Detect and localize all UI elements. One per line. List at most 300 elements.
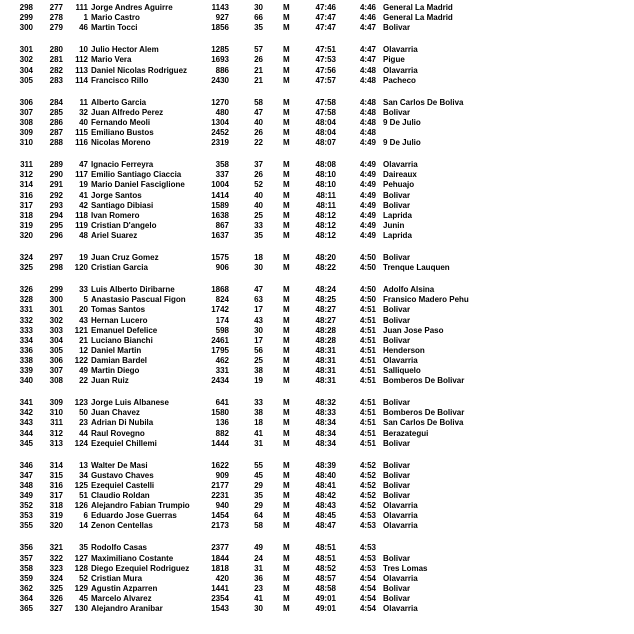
position-cell: 310 (19, 138, 33, 148)
bib-cell: 927 (215, 13, 229, 23)
age-cell: 40 (254, 190, 263, 200)
runner-name-cell: Claudio Roldan (91, 491, 150, 500)
runner-name-cell: Juan Ruiz (91, 376, 129, 386)
sex-cell: M (283, 355, 290, 365)
pace-cell: 4:54 (359, 604, 376, 613)
sex-cell: M (283, 65, 290, 75)
number-cell: 115 (75, 128, 88, 137)
sex-cell: M (283, 480, 290, 490)
pace-cell: 4:49 (359, 230, 376, 240)
pace-cell: 4:54 (359, 593, 376, 603)
number-cell: 40 (79, 117, 88, 127)
number-cell: 11 (79, 97, 88, 107)
position-cell: 364 (19, 593, 33, 603)
time-cell: 48:08 (315, 160, 336, 170)
position-cell: 347 (19, 470, 33, 480)
age-cell: 64 (254, 511, 263, 521)
time-cell: 48:27 (315, 305, 336, 315)
result-row (0, 253, 634, 263)
runner-name-cell: Juan Chavez (91, 408, 140, 418)
result-row (0, 326, 634, 336)
pace-cell: 4:52 (359, 460, 376, 470)
category-position-cell: 293 (49, 200, 63, 210)
sex-cell: M (283, 180, 290, 190)
number-cell: 48 (79, 230, 88, 240)
number-cell: 112 (75, 55, 88, 65)
position-cell: 338 (19, 355, 33, 365)
result-row (0, 138, 634, 148)
number-cell: 21 (79, 335, 88, 345)
time-cell: 48:51 (315, 553, 336, 563)
result-row (0, 285, 634, 295)
category-position-cell: 280 (49, 45, 63, 55)
bib-cell: 1444 (211, 438, 229, 448)
number-cell: 34 (79, 470, 88, 480)
time-cell: 48:04 (315, 128, 336, 137)
age-cell: 33 (254, 220, 263, 230)
bib-cell: 940 (215, 501, 229, 511)
bib-cell: 1795 (211, 345, 229, 355)
sex-cell: M (283, 170, 290, 180)
bib-cell: 2430 (211, 75, 229, 85)
runner-name-cell: Mario Castro (91, 13, 140, 23)
time-cell: 47:46 (315, 3, 336, 12)
result-row (0, 356, 634, 366)
position-cell: 319 (19, 220, 33, 230)
city-cell: Henderson (383, 345, 425, 355)
number-cell: 49 (79, 366, 88, 375)
runner-name-cell: Zenon Centellas (91, 521, 153, 531)
result-row (0, 511, 634, 521)
runner-name-cell: Damian Bardel (91, 355, 148, 365)
runner-name-cell: Ezequiel Chillemi (91, 438, 157, 448)
age-cell: 21 (254, 75, 263, 85)
age-cell: 26 (254, 55, 263, 65)
sex-cell: M (283, 55, 290, 65)
runner-name-cell: Jorge Luis Albanese (91, 398, 169, 408)
pace-cell: 4:53 (359, 553, 376, 563)
pace-cell: 4:50 (359, 295, 376, 305)
position-cell: 332 (19, 315, 33, 325)
position-cell: 308 (19, 117, 33, 127)
result-row (0, 501, 634, 511)
city-cell: Bolivar (383, 438, 411, 448)
pace-cell: 4:52 (359, 501, 376, 511)
bib-cell: 1285 (211, 45, 229, 55)
number-cell: 44 (79, 428, 88, 438)
city-cell: Bolivar (383, 107, 411, 117)
age-cell: 57 (254, 45, 263, 55)
position-cell: 352 (19, 501, 33, 511)
sex-cell: M (283, 200, 290, 210)
time-cell: 48:57 (315, 573, 336, 583)
number-cell: 50 (79, 408, 88, 418)
city-cell: General La Madrid (383, 13, 453, 23)
age-cell: 45 (254, 470, 263, 480)
city-cell: Adolfo Alsina (383, 285, 435, 295)
runner-name-cell: Diego Ezequiel Rodriguez (91, 563, 190, 573)
age-cell: 63 (254, 295, 263, 305)
city-cell: Bolivar (383, 398, 411, 408)
result-row (0, 191, 634, 201)
pace-cell: 4:51 (359, 335, 376, 345)
time-cell: 48:07 (315, 138, 336, 148)
age-cell: 35 (254, 230, 263, 240)
city-cell: Tres Lomas (383, 563, 428, 573)
bib-cell: 1575 (211, 253, 229, 262)
runner-name-cell: Fernando Meoli (91, 117, 151, 127)
result-row (0, 366, 634, 376)
number-cell: 1 (83, 13, 88, 23)
result-row (0, 295, 634, 305)
runner-name-cell: Gustavo Chaves (91, 470, 154, 480)
age-cell: 29 (254, 480, 263, 490)
time-cell: 48:25 (315, 295, 336, 305)
bib-cell: 2354 (211, 593, 229, 603)
age-cell: 43 (254, 315, 263, 325)
age-cell: 24 (254, 553, 263, 563)
bib-cell: 174 (215, 315, 229, 325)
runner-name-cell: Anastasio Pascual Figon (91, 295, 186, 305)
pace-cell: 4:48 (359, 117, 376, 127)
time-cell: 48:28 (315, 325, 336, 335)
bib-cell: 906 (215, 263, 229, 273)
city-cell: Laprida (383, 210, 412, 220)
sex-cell: M (283, 376, 290, 386)
time-cell: 48:34 (315, 418, 336, 428)
bib-cell: 1454 (211, 511, 229, 521)
category-position-cell: 326 (49, 593, 63, 603)
category-position-cell: 291 (49, 180, 63, 190)
bib-cell: 1856 (211, 23, 229, 33)
position-cell: 298 (19, 3, 33, 12)
sex-cell: M (283, 107, 290, 117)
sex-cell: M (283, 3, 290, 12)
city-cell: 9 De Julio (383, 138, 421, 148)
category-position-cell: 290 (49, 170, 63, 180)
age-cell: 18 (254, 418, 263, 428)
time-cell: 48:51 (315, 543, 336, 553)
bib-cell: 331 (215, 366, 229, 375)
age-cell: 40 (254, 200, 263, 210)
category-position-cell: 311 (50, 418, 63, 428)
runner-name-cell: Tomas Santos (91, 305, 146, 315)
pace-cell: 4:53 (359, 511, 376, 521)
city-cell: Bolivar (383, 470, 411, 480)
city-cell: Bolivar (383, 190, 411, 200)
number-cell: 6 (83, 511, 88, 521)
age-cell: 31 (254, 438, 263, 448)
runner-name-cell: Jorge Santos (91, 190, 142, 200)
result-row (0, 398, 634, 408)
pace-cell: 4:54 (359, 573, 376, 583)
city-cell: Olavarria (383, 501, 418, 511)
sex-cell: M (283, 543, 290, 553)
result-row (0, 336, 634, 346)
time-cell: 47:58 (315, 97, 336, 107)
position-cell: 336 (19, 345, 33, 355)
city-cell: General La Madrid (383, 3, 453, 12)
sex-cell: M (283, 460, 290, 470)
pace-cell: 4:49 (359, 190, 376, 200)
age-cell: 47 (254, 285, 263, 295)
pace-cell: 4:52 (359, 480, 376, 490)
number-cell: 130 (74, 604, 88, 613)
city-cell: Pigue (383, 55, 405, 65)
position-cell: 346 (19, 460, 33, 470)
city-cell: Bolivar (383, 305, 411, 315)
sex-cell: M (283, 285, 290, 295)
bib-cell: 358 (215, 160, 229, 170)
sex-cell: M (283, 345, 290, 355)
sex-cell: M (283, 593, 290, 603)
time-cell: 48:45 (315, 511, 336, 521)
runner-name-cell: Cristian Garcia (91, 263, 148, 273)
pace-cell: 4:50 (359, 263, 376, 273)
sex-cell: M (283, 438, 290, 448)
pace-cell: 4:54 (359, 583, 376, 593)
number-cell: 33 (79, 285, 88, 295)
result-row (0, 376, 634, 386)
city-cell: Olavarria (383, 573, 418, 583)
pace-cell: 4:51 (359, 305, 376, 315)
pace-cell: 4:48 (359, 97, 376, 107)
bib-cell: 1693 (211, 55, 229, 65)
city-cell: Bolivar (383, 315, 411, 325)
sex-cell: M (283, 521, 290, 531)
sex-cell: M (283, 75, 290, 85)
runner-name-cell: Walter De Masi (91, 460, 148, 470)
result-row (0, 128, 634, 138)
runner-name-cell: Emilio Santiago Ciaccia (91, 170, 182, 180)
city-cell: Bolivar (383, 460, 411, 470)
position-cell: 365 (19, 604, 33, 613)
pace-cell: 4:47 (359, 45, 376, 55)
time-cell: 48:52 (315, 563, 336, 573)
position-cell: 304 (19, 65, 33, 75)
position-cell: 342 (19, 408, 33, 418)
position-cell: 356 (19, 543, 33, 553)
runner-name-cell: Agustin Azparren (91, 583, 158, 593)
result-row (0, 305, 634, 315)
number-cell: 47 (79, 160, 88, 170)
category-position-cell: 324 (49, 573, 63, 583)
category-position-cell: 285 (49, 107, 63, 117)
result-row (0, 604, 634, 614)
category-position-cell: 289 (49, 160, 63, 170)
category-position-cell: 281 (49, 55, 63, 65)
sex-cell: M (283, 315, 290, 325)
position-cell: 353 (19, 511, 33, 521)
age-cell: 55 (254, 460, 263, 470)
result-row (0, 55, 634, 65)
time-cell: 48:40 (315, 470, 336, 480)
bib-cell: 641 (215, 398, 229, 408)
number-cell: 127 (74, 553, 88, 563)
pace-cell: 4:51 (359, 355, 376, 365)
result-row (0, 418, 634, 428)
sex-cell: M (283, 604, 290, 613)
sex-cell: M (283, 418, 290, 428)
number-cell: 126 (74, 501, 88, 511)
time-cell: 48:11 (315, 190, 336, 200)
runner-name-cell: Santiago Dibiasi (91, 200, 154, 210)
result-row (0, 521, 634, 531)
city-cell: Bolivar (383, 553, 411, 563)
age-cell: 30 (254, 325, 263, 335)
city-cell: Bolivar (383, 335, 411, 345)
city-cell: Bomberos De Bolivar (383, 376, 465, 386)
bib-cell: 1844 (211, 553, 229, 563)
result-row (0, 584, 634, 594)
runner-name-cell: Ignacio Ferreyra (91, 160, 154, 170)
result-row (0, 170, 634, 180)
city-cell: Bolivar (383, 593, 411, 603)
number-cell: 120 (74, 263, 88, 273)
number-cell: 51 (79, 491, 88, 500)
sex-cell: M (283, 117, 290, 127)
sex-cell: M (283, 253, 290, 262)
category-position-cell: 292 (49, 190, 63, 200)
city-cell: 9 De Julio (383, 117, 421, 127)
runner-name-cell: Luis Alberto Diribarne (91, 285, 175, 295)
sex-cell: M (283, 428, 290, 438)
number-cell: 124 (74, 438, 88, 448)
number-cell: 19 (79, 253, 88, 262)
category-position-cell: 312 (49, 428, 63, 438)
category-position-cell: 296 (49, 230, 63, 240)
pace-cell: 4:52 (359, 470, 376, 480)
pace-cell: 4:53 (359, 521, 376, 531)
bib-cell: 1742 (211, 305, 229, 315)
age-cell: 17 (254, 335, 263, 345)
number-cell: 45 (79, 593, 88, 603)
bib-cell: 136 (215, 418, 229, 428)
runner-name-cell: Ivan Romero (91, 210, 140, 220)
category-position-cell: 294 (49, 210, 63, 220)
pace-cell: 4:52 (359, 491, 376, 500)
category-position-cell: 282 (49, 65, 63, 75)
position-cell: 345 (19, 438, 33, 448)
result-row (0, 429, 634, 439)
bib-cell: 1270 (211, 97, 229, 107)
city-cell: Pehuajo (383, 180, 415, 190)
age-cell: 26 (254, 170, 263, 180)
time-cell: 48:34 (315, 428, 336, 438)
runner-name-cell: Daniel Martin (91, 345, 142, 355)
age-cell: 30 (254, 604, 263, 613)
time-cell: 49:01 (315, 593, 336, 603)
bib-cell: 1637 (211, 230, 229, 240)
time-cell: 48:11 (315, 200, 336, 210)
category-position-cell: 320 (49, 521, 63, 531)
bib-cell: 1580 (211, 408, 229, 418)
pace-cell: 4:51 (359, 366, 376, 375)
time-cell: 48:42 (315, 491, 336, 500)
pace-cell: 4:49 (359, 180, 376, 190)
runner-name-cell: Alejandro Fabian Trumpio (91, 501, 190, 511)
time-cell: 47:57 (315, 75, 336, 85)
number-cell: 46 (79, 23, 88, 33)
pace-cell: 4:46 (359, 3, 376, 12)
pace-cell: 4:48 (359, 65, 376, 75)
city-cell: Bolivar (383, 583, 411, 593)
pace-cell: 4:47 (359, 55, 376, 65)
category-position-cell: 321 (49, 543, 63, 553)
age-cell: 25 (254, 355, 263, 365)
sex-cell: M (283, 325, 290, 335)
age-cell: 49 (254, 543, 263, 553)
result-row (0, 316, 634, 326)
category-position-cell: 310 (49, 408, 63, 418)
pace-cell: 4:49 (359, 138, 376, 148)
city-cell: Bomberos De Bolivar (383, 408, 465, 418)
sex-cell: M (283, 573, 290, 583)
time-cell: 48:31 (315, 355, 336, 365)
bib-cell: 1414 (211, 190, 229, 200)
category-position-cell: 306 (49, 355, 63, 365)
pace-cell: 4:50 (359, 253, 376, 262)
number-cell: 20 (79, 305, 88, 315)
result-row (0, 118, 634, 128)
number-cell: 121 (74, 325, 88, 335)
category-position-cell: 286 (49, 117, 63, 127)
age-cell: 23 (254, 583, 263, 593)
pace-cell: 4:51 (359, 408, 376, 418)
result-row (0, 160, 634, 170)
age-cell: 31 (254, 563, 263, 573)
result-row (0, 211, 634, 221)
result-row (0, 594, 634, 604)
city-cell: Pacheco (383, 75, 416, 85)
age-cell: 41 (254, 593, 263, 603)
sex-cell: M (283, 128, 290, 137)
position-cell: 357 (19, 553, 33, 563)
sex-cell: M (283, 491, 290, 500)
city-cell: Olavarria (383, 355, 418, 365)
age-cell: 33 (254, 398, 263, 408)
category-position-cell: 323 (49, 563, 63, 573)
time-cell: 47:58 (315, 107, 336, 117)
category-position-cell: 279 (49, 23, 63, 33)
number-cell: 23 (79, 418, 88, 428)
pace-cell: 4:51 (359, 398, 376, 408)
sex-cell: M (283, 470, 290, 480)
position-cell: 358 (19, 563, 33, 573)
number-cell: 113 (75, 65, 88, 75)
result-row (0, 461, 634, 471)
position-cell: 314 (19, 180, 33, 190)
position-cell: 309 (19, 128, 33, 137)
time-cell: 48:20 (315, 253, 336, 262)
pace-cell: 4:53 (359, 563, 376, 573)
category-position-cell: 277 (49, 3, 63, 12)
pace-cell: 4:51 (359, 428, 376, 438)
bib-cell: 1143 (211, 3, 229, 12)
position-cell: 299 (19, 13, 33, 23)
age-cell: 26 (254, 128, 263, 137)
sex-cell: M (283, 160, 290, 170)
runner-name-cell: Martin Tocci (91, 23, 138, 33)
result-row (0, 3, 634, 13)
age-cell: 58 (254, 521, 263, 531)
runner-name-cell: Raul Rovegno (91, 428, 145, 438)
bib-cell: 1441 (211, 583, 229, 593)
number-cell: 129 (74, 583, 88, 593)
bib-cell: 337 (215, 170, 229, 180)
runner-name-cell: Alejandro Aranibar (91, 604, 163, 613)
category-position-cell: 314 (49, 460, 63, 470)
